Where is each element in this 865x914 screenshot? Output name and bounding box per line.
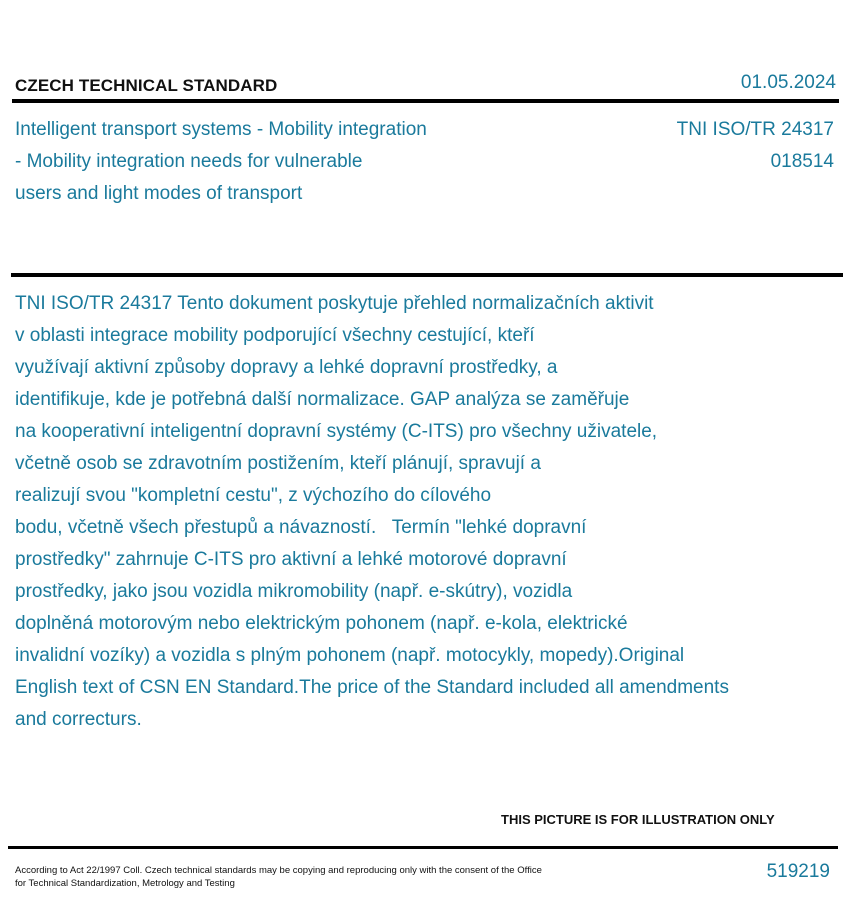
header-divider [12,99,839,103]
abstract-line: doplněná motorovým nebo elektrickým pohonem (např. e-kola, elektrické [15,613,628,634]
title-divider [11,273,843,277]
abstract-line: prostředky, jako jsou vozidla mikromobility (např. e-skútry), vozidla [15,581,573,602]
document-number: 519219 [766,861,830,882]
title-line: users and light modes of transport [15,183,303,204]
abstract-line: prostředky" zahrnuje C-ITS pro aktivní a lehké motorové dopravní [15,549,567,570]
title-line: - Mobility integration needs for vulnerable [15,151,363,172]
illustration-note: THIS PICTURE IS FOR ILLUSTRATION ONLY [501,812,775,827]
abstract-line: and correcturs. [15,709,142,730]
abstract-line: TNI ISO/TR 24317 Tento dokument poskytuje přehled normalizačních aktivit [15,293,654,314]
title-line: Intelligent transport systems - Mobility integration [15,119,427,140]
abstract-line: invalidní vozíky) a vozidla s plným pohonem (např. motocykly, mopedy).Original [15,645,685,666]
abstract-line: English text of CSN EN Standard.The price of the Standard included all amendments [15,677,729,698]
catalog-number: 018514 [770,151,834,172]
abstract-line: v oblasti integrace mobility podporující všechny cestující, kteří [15,325,535,346]
standard-title [15,114,515,210]
standard-code [677,114,834,178]
legal-line: for Technical Standardization, Metrology and Testing [15,878,235,889]
abstract-line: využívají aktivní způsoby dopravy a lehké dopravní prostředky, a [15,357,558,378]
standard-designation: TNI ISO/TR 24317 [676,119,834,140]
abstract-line: na kooperativní inteligentní dopravní systémy (C-ITS) pro všechny uživatele, [15,421,658,442]
document-type: CZECH TECHNICAL STANDARD [15,76,278,95]
abstract-line: identifikuje, kde je potřebná další normalizace. GAP analýza se zaměřuje [15,389,630,410]
legal-line: According to Act 22/1997 Coll. Czech technical standards may be copying and reproducing only with the consent of the Office [15,865,542,876]
abstract-line: včetně osob se zdravotním postižením, kteří plánují, spravují a [15,453,541,474]
abstract [15,288,825,736]
abstract-line: realizují svou "kompletní cestu", z výchozího do cílového [15,485,492,506]
abstract-line: bodu, včetně všech přestupů a návazností. Termín "lehké dopravní [15,517,587,538]
publication-date: 01.05.2024 [740,72,836,93]
legal-notice [15,864,595,890]
footer-divider [8,846,838,849]
